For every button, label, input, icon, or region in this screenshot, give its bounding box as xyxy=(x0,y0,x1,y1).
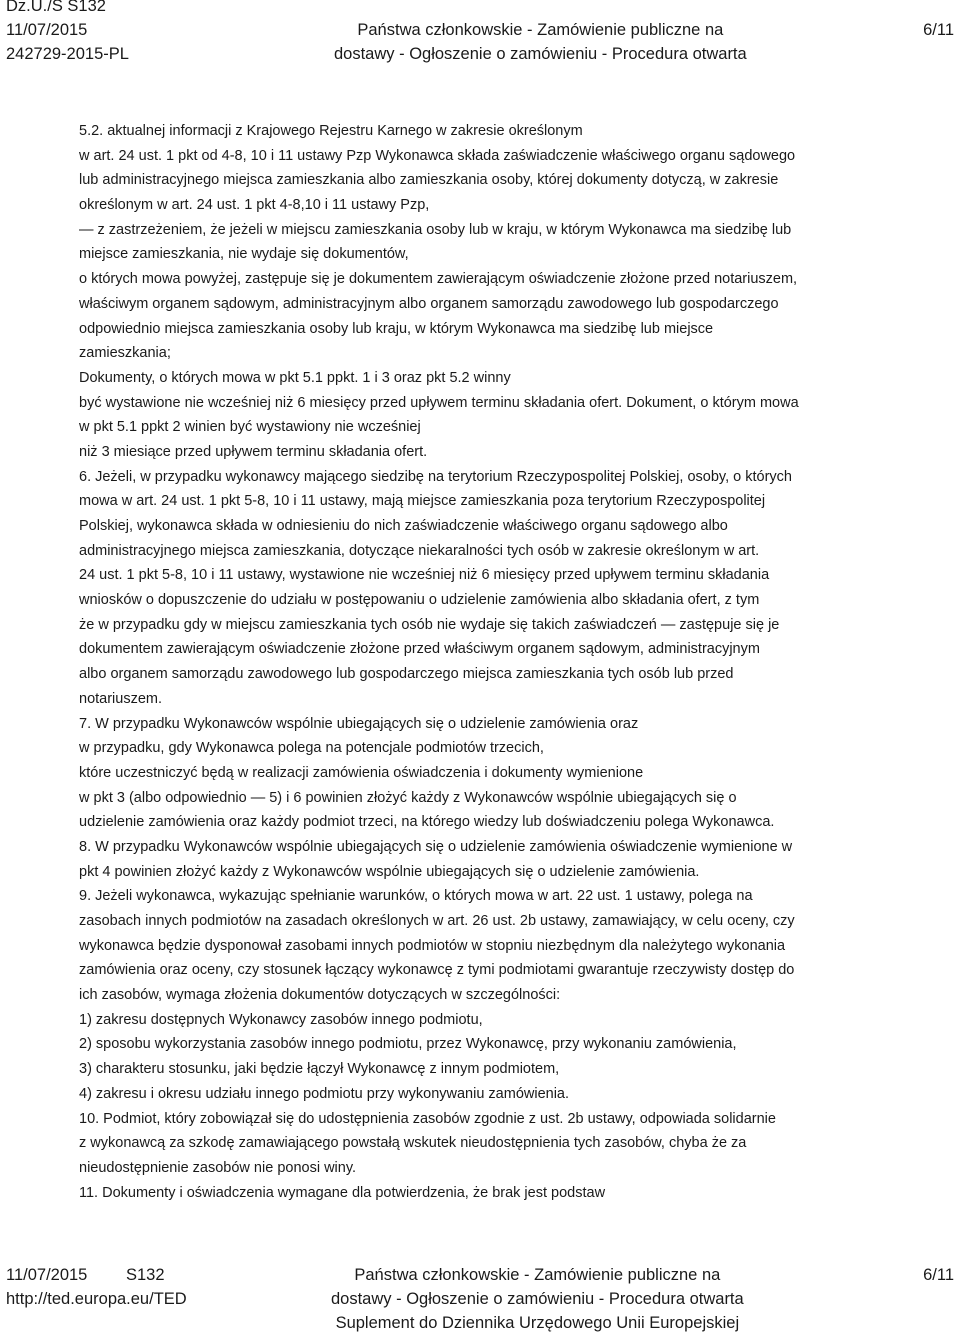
footer-url[interactable]: http://ted.europa.eu/TED xyxy=(6,1290,187,1308)
footer-title xyxy=(331,1263,744,1335)
text-line: albo organem samorządu zawodowego lub gospodarczego miejsca zamieszkania tych osób lub przed xyxy=(79,666,734,683)
text-line: wykonawca będzie dysponował zasobami innych podmiotów w stopniu niezbędnym dla należytego wykonania xyxy=(79,937,786,954)
footer-title-line: Suplement do Dziennika Urzędowego Unii Europejskiej xyxy=(335,1314,740,1332)
footer-title-line: dostawy - Ogłoszenie o zamówieniu - Procedura otwarta xyxy=(331,1290,744,1308)
footer-page-text: 6/11 xyxy=(923,1266,954,1284)
text-line: 4) zakresu i okresu udziału innego podmiotu przy wykonywaniu zamówienia. xyxy=(79,1085,570,1102)
text-line: odpowiednio miejsca zamieszkania osoby lub kraju, w którym Wykonawca ma siedzibę lub miejsce xyxy=(79,320,714,337)
text-line: nieudostępnienie zasobów nie ponosi winy. xyxy=(79,1159,357,1176)
text-line: dokumentem zawierającym oświadczenie złożone przed właściwym organem sądowym, administracyjnym xyxy=(79,641,760,658)
text-line: w pkt 5.1 ppkt 2 winien być wystawiony nie wcześniej xyxy=(79,419,421,436)
header-notice-id: 242729-2015-PL xyxy=(6,45,129,63)
header-title-line: dostawy - Ogłoszenie o zamówieniu - Procedura otwarta xyxy=(334,45,747,63)
text-line: zamieszkania; xyxy=(79,345,171,362)
footer-title-line: Państwa członkowskie - Zamówienie publiczne na xyxy=(354,1266,721,1284)
text-line: w przypadku, gdy Wykonawca polega na potencjale podmiotów trzecich, xyxy=(79,740,544,757)
text-line: 11. Dokumenty i oświadczenia wymagane dla potwierdzenia, że brak jest podstaw xyxy=(79,1184,606,1201)
header-page-number xyxy=(923,18,954,42)
footer-date: 11/07/2015 xyxy=(6,1266,88,1284)
text-line: 3) charakteru stosunku, jaki będzie łączył Wykonawcę z innym podmiotem, xyxy=(79,1061,560,1078)
text-line: udzielenie zamówienia oraz każdy podmiot trzeci, na którego wiedzy lub doświadczeniu polega Wykonawca. xyxy=(79,814,775,831)
text-line: określonym w art. 24 ust. 1 pkt 4-8,10 i 11 ustawy Pzp, xyxy=(79,197,430,214)
header-title-line: Państwa członkowskie - Zamówienie publiczne na xyxy=(357,21,724,39)
header-page-text: 6/11 xyxy=(923,21,954,39)
text-line: ich zasobów, wymaga złożenia dokumentów dotyczących w szczególności: xyxy=(79,987,561,1004)
header-title xyxy=(334,18,747,66)
footer-series: S132 xyxy=(126,1266,165,1284)
footer-page-number xyxy=(923,1263,954,1287)
document-body xyxy=(79,119,957,1205)
text-line: notariuszem. xyxy=(79,690,163,707)
header-left xyxy=(6,0,129,66)
text-line: z wykonawcą za szkodę zamawiającego powstałą wskutek nieudostępnienia tych zasobów, chyba że za xyxy=(79,1135,747,1152)
text-line: 9. Jeżeli wykonawca, wykazując spełnianie warunków, o których mowa w art. 22 ust. 1 ustawy, polega na xyxy=(79,888,753,905)
text-line: miejsce zamieszkania, nie wydaje się dokumentów, xyxy=(79,246,409,263)
text-line: — z zastrzeżeniem, że jeżeli w miejscu zamieszkania osoby lub w kraju, w którym Wykonawca ma siedzibę lub xyxy=(79,221,792,238)
text-line: zasobach innych podmiotów na zasadach określonych w art. 26 ust. 2b ustawy, zamawiający, w celu oceny, czy xyxy=(79,913,795,929)
text-line: być wystawione nie wcześniej niż 6 miesięcy przed upływem terminu składania ofert. Dokument, o którym mowa xyxy=(79,394,799,411)
header-journal-ref: Dz.U./S S132 xyxy=(6,0,106,15)
text-line: w art. 24 ust. 1 pkt od 4-8, 10 i 11 ustawy Pzp Wykonawca składa zaświadczenie właściwego organu sądowego xyxy=(79,147,796,164)
text-line: zamówienia oraz oceny, czy stosunek łączący wykonawcę z tymi podmiotami gwarantuje rzeczywisty dostęp do xyxy=(79,962,795,979)
text-line: 7. W przypadku Wykonawców wspólnie ubiegających się o udzielenie zamówienia oraz xyxy=(79,715,639,732)
text-line: 8. W przypadku Wykonawców wspólnie ubiegających się o udzielenie zamówienia oświadczenie wymienione w xyxy=(79,838,793,855)
text-line: niż 3 miesiące przed upływem terminu składania ofert. xyxy=(79,443,428,460)
text-line: wniosków o dopuszczenie do udziału w postępowaniu o udzielenie zamówienia albo składania ofert, z tym xyxy=(79,592,760,609)
text-line: że w przypadku gdy w miejscu zamieszkania tych osób nie wydaje się takich zaświadczeń — zastępuje się je xyxy=(79,616,780,633)
text-line: o których mowa powyżej, zastępuje się je dokumentem zawierającym oświadczenie złożone przed notariuszem, xyxy=(79,271,798,288)
text-line: które uczestniczyć będą w realizacji zamówienia oświadczenia i dokumenty wymienione xyxy=(79,764,644,781)
text-line: pkt 4 powinien złożyć każdy z Wykonawców wspólnie ubiegających się o udzielenie zamówienia. xyxy=(79,863,700,880)
text-line: administracyjnego miejsca zamieszkania, dotyczące niekaralności tych osób w zakresie określonym w art. xyxy=(79,542,760,559)
text-line: 5.2. aktualnej informacji z Krajowego Rejestru Karnego w zakresie określonym xyxy=(79,123,583,139)
text-line: Dokumenty, o których mowa w pkt 5.1 ppkt. 1 i 3 oraz pkt 5.2 winny xyxy=(79,369,511,386)
text-line: lub administracyjnego miejsca zamieszkania albo zamieszkania osoby, której dokumenty dotyczą, w zakresie xyxy=(79,172,779,189)
text-line: mowa w art. 24 ust. 1 pkt 5-8, 10 i 11 ustawy, mają miejsce zamieszkania poza terytorium Rzeczypospolitej xyxy=(79,493,766,510)
footer-left xyxy=(6,1263,187,1311)
text-line: właściwym organem sądowym, administracyjnym albo organem samorządu zawodowego lub gospodarczego xyxy=(79,295,779,312)
text-line: 10. Podmiot, który zobowiązał się do udostępnienia zasobów zgodnie z ust. 2b ustawy, odpowiada solidarnie xyxy=(79,1110,776,1127)
text-line: 6. Jeżeli, w przypadku wykonawcy mającego siedzibę na terytorium Rzeczypospolitej Polskiej, osoby, o których xyxy=(79,468,792,485)
text-line: 2) sposobu wykorzystania zasobów innego podmiotu, przez Wykonawcę, przy wykonaniu zamówienia, xyxy=(79,1036,737,1053)
text-line: 24 ust. 1 pkt 5-8, 10 i 11 ustawy, wystawione nie wcześniej niż 6 miesięcy przed upływem terminu składania xyxy=(79,567,770,584)
text-line: 1) zakresu dostępnych Wykonawcy zasobów innego podmiotu, xyxy=(79,1011,483,1028)
text-line: w pkt 3 (albo odpowiednio — 5) i 6 powinien złożyć każdy z Wykonawców wspólnie ubiegających się o xyxy=(79,789,737,806)
header-date: 11/07/2015 xyxy=(6,21,88,39)
text-line: Polskiej, wykonawca składa w odniesieniu do nich zaświadczenie właściwego organu sądowego albo xyxy=(79,518,728,534)
